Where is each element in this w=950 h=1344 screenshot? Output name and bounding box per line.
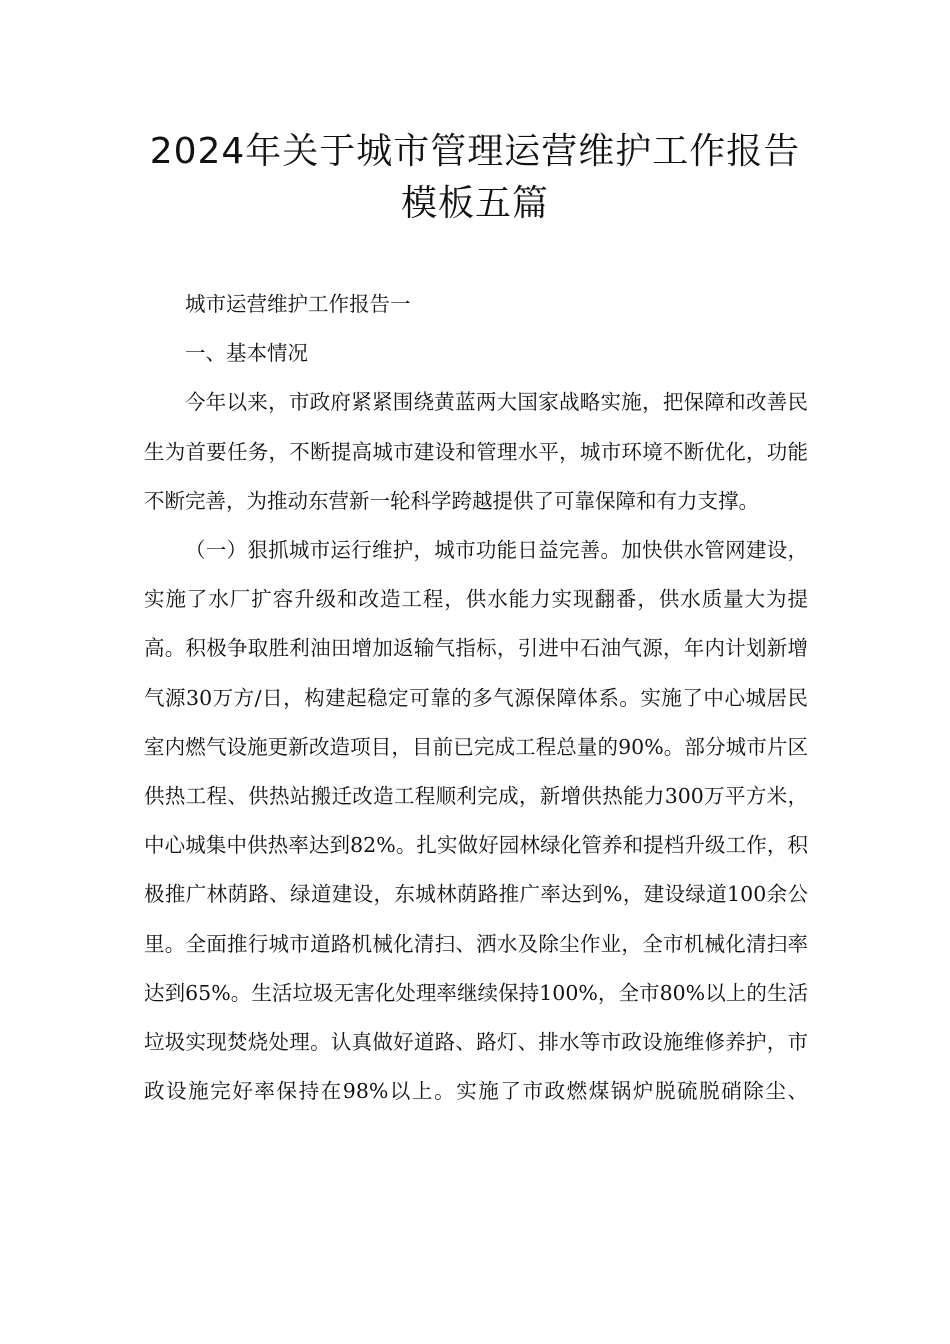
- body-paragraph: （一）狠抓城市运行维护，城市功能日益完善。加快供水管网建设，实施了水厂扩容升级和改造工程，供水能力实现翻番，供水质量大为提高。积极争取胜利油田增加返输气指标，引进中石油气源，年内计划新增气源30万方/日，构建起稳定可靠的多气源保障体系。实施了中心城居民室内燃气设施更新改造项目，目前已完成工程总量的90%。部分城市片区供热工程、供热站搬迁改造工程顺利完成，新增供热能力300万平方米，中心城集中供热率达到82%。扎实做好园林绿化管养和提档升级工作，积极推广林荫路、绿道建设，东城林荫路推广率达到%，建设绿道100余公里。全面推行城市道路机械化清扫、洒水及除尘作业，全市机械化清扫率达到65%。生活垃圾无害化处理率继续保持100%，全市80%以上的生活垃圾实现焚烧处理。认真做好道路、路灯、排水等市政设施维修养护，市政设施完好率保持在98%以上。实施了市政燃煤锅炉脱硫脱硝除尘、: [144, 538, 808, 1104]
- document-body: [144, 280, 808, 1116]
- body-paragraph: 今年以来，市政府紧紧围绕黄蓝两大国家战略实施，把保障和改善民生为首要任务，不断提高城市建设和管理水平，城市环境不断优化，功能不断完善，为推动东营新一轮科学跨越提供了可靠保障和有力支撑。: [144, 390, 808, 513]
- document-title-line-1: 2024年关于城市管理运营维护工作报告: [149, 131, 801, 172]
- section-heading: 城市运营维护工作报告一: [185, 292, 411, 316]
- document-title-line-2: 模板五篇: [400, 183, 549, 224]
- subsection-heading: 一、基本情况: [185, 341, 308, 366]
